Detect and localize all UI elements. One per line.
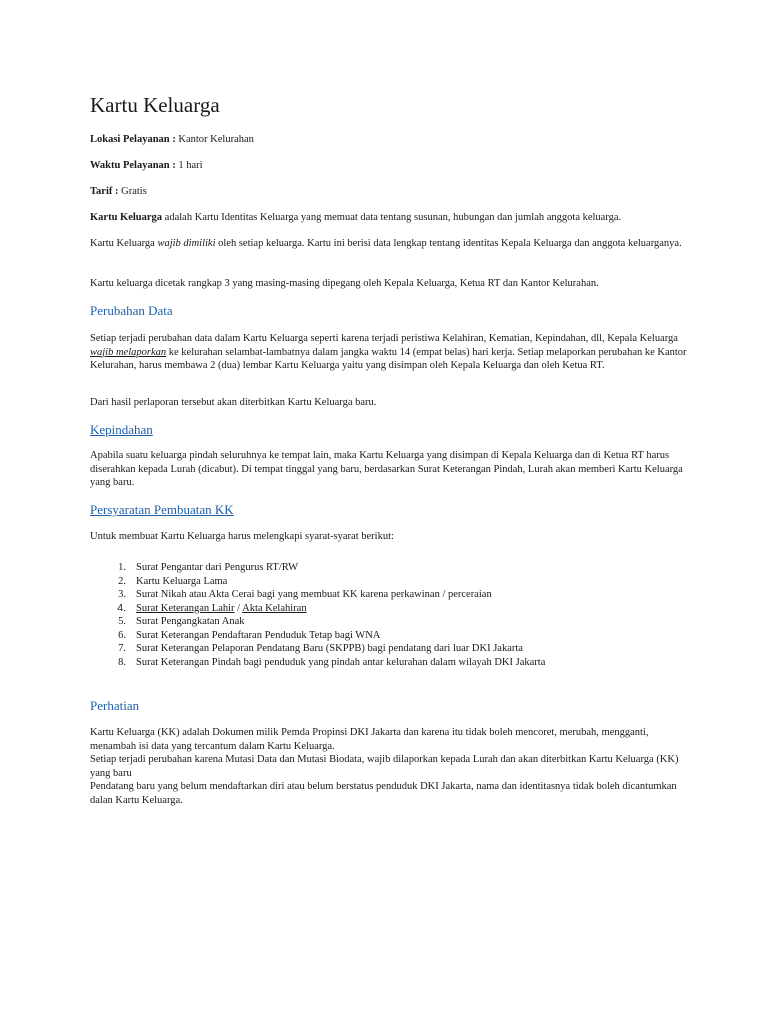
intro-paragraph-2 — [90, 237, 690, 251]
list-item — [112, 642, 672, 656]
list-item — [112, 656, 672, 670]
perhatian-paragraph-3: Pendatang baru yang belum mendaftarkan diri atau belum berstatus penduduk DKI Jakarta, nama dan identitasnya tidak boleh dicantumkan dalan Kartu Keluarga. — [90, 781, 677, 806]
list-item-text: Surat Pengangkatan Anak — [136, 616, 245, 627]
list-item — [112, 602, 672, 616]
perubahan-p1-text-b: ke kelurahan selambat-lambatnya dalam jangka waktu 14 (empat belas) hari kerja. Setiap melaporkan perubahan ke Kantor Kelurahan, harus membawa 2 (dua) lembar Kartu Keluarga yaitu yang disimpan oleh Kepala Keluarga dan oleh Ketua RT. — [90, 346, 687, 371]
heading-perhatian: Perhatian — [90, 698, 140, 713]
list-item — [112, 629, 672, 643]
kepindahan-paragraph: Apabila suatu keluarga pindah seluruhnya ke tempat lain, maka Kartu Keluarga yang disimpan di Kepala Keluarga dan di Ketua RT harus diserahkan kepada Lurah (dicabut). Di tempat tinggal yang baru, berdasarkan Surat Keterangan Pindah, Lurah akan memberi Kartu Keluarga yang baru. — [90, 450, 683, 488]
page-title: Kartu Keluarga — [90, 93, 220, 117]
heading-kepindahan[interactable]: Kepindahan — [90, 422, 153, 437]
field-tarif-label: Tarif : — [90, 186, 119, 197]
perubahan-paragraph-2: Dari hasil perlaporan tersebut akan diterbitkan Kartu Keluarga baru. — [90, 397, 377, 408]
list-item — [112, 575, 672, 589]
wajib-melaporkan-link[interactable]: wajib melaporkan — [90, 346, 167, 358]
field-waktu-value: 1 hari — [178, 160, 203, 171]
field-lokasi-label: Lokasi Pelayanan : — [90, 134, 176, 145]
surat-keterangan-lahir-link[interactable]: Surat Keterangan Lahir — [136, 602, 235, 614]
field-waktu-label: Waktu Pelayanan : — [90, 160, 176, 171]
list-separator: / — [234, 602, 243, 614]
list-item-text: Kartu Keluarga Lama — [136, 575, 228, 587]
list-item-text: Surat Nikah atau Akta Cerai bagi yang membuat KK karena perkawinan / perceraian — [136, 589, 492, 600]
akta-kelahiran-link[interactable]: Akta Kelahiran — [242, 602, 307, 614]
list-number: 1. — [118, 562, 126, 573]
perubahan-p1-text-a: Setiap terjadi perubahan data dalam Kartu Keluarga seperti karena terjadi peristiwa Kelahiran, Kematian, Kepindahan, dll, Kepala Keluarga — [90, 333, 678, 344]
persyaratan-intro: Untuk membuat Kartu Keluarga harus melengkapi syarat-syarat berikut: — [90, 531, 394, 542]
field-lokasi — [90, 133, 690, 147]
list-item — [112, 561, 672, 575]
intro-paragraph-3: Kartu keluarga dicetak rangkap 3 yang masing-masing dipegang oleh Kepala Keluarga, Ketua RT dan Kantor Kelurahan. — [90, 278, 599, 289]
field-tarif-value: Gratis — [121, 186, 147, 197]
list-number: 3. — [118, 589, 126, 600]
list-number: 4. — [117, 601, 126, 614]
intro-p2-italic: wajib dimiliki — [157, 238, 216, 249]
field-lokasi-value: Kantor Kelurahan — [178, 134, 254, 145]
list-item-text: Surat Keterangan Pelaporan Pendatang Baru (SKPPB) bagi pendatang dari luar DKI Jakarta — [136, 643, 523, 654]
field-tarif — [90, 185, 690, 199]
perhatian-paragraph-2: Setiap terjadi perubahan karena Mutasi Data dan Mutasi Biodata, wajib dilaporkan kepada Lurah dan akan diterbitkan Kartu Keluarga (KK) yang baru — [90, 754, 679, 779]
list-number: 2. — [118, 575, 126, 587]
heading-persyaratan[interactable]: Persyaratan Pembuatan KK — [90, 502, 234, 517]
field-waktu — [90, 159, 690, 173]
list-number: 7. — [118, 643, 126, 654]
list-item — [112, 588, 672, 602]
list-item-text: Surat Keterangan Pendaftaran Penduduk Tetap bagi WNA — [136, 629, 381, 641]
intro-paragraph-1 — [90, 211, 690, 225]
list-number: 8. — [118, 656, 126, 668]
list-item — [112, 615, 672, 629]
list-item-text: Surat Pengantar dari Pengurus RT/RW — [136, 562, 299, 573]
intro-p1-bold: Kartu Keluarga — [90, 212, 163, 223]
intro-p1-text: adalah Kartu Identitas Keluarga yang memuat data tentang susunan, hubungan dan jumlah anggota keluarga. — [162, 212, 622, 223]
perubahan-paragraph-1 — [90, 332, 690, 373]
list-number: 6. — [118, 629, 126, 641]
perhatian-paragraph-1: Kartu Keluarga (KK) adalah Dokumen milik Pemda Propinsi DKI Jakarta dan karena itu tidak boleh mencoret, merubah, mengganti, menambah isi data yang tercantum dalam Kartu Keluarga. — [90, 727, 649, 752]
list-number: 5. — [118, 616, 126, 627]
intro-p2-text-b: oleh setiap keluarga. Kartu ini berisi data lengkap tentang identitas Kepala Keluarga dan anggota keluarganya. — [215, 238, 682, 249]
requirements-list — [112, 561, 672, 669]
intro-p2-text-a: Kartu Keluarga — [90, 238, 158, 249]
heading-perubahan-data: Perubahan Data — [90, 303, 173, 318]
list-item-text: Surat Keterangan Pindah bagi penduduk yang pindah antar kelurahan dalam wilayah DKI Jakarta — [136, 656, 546, 668]
